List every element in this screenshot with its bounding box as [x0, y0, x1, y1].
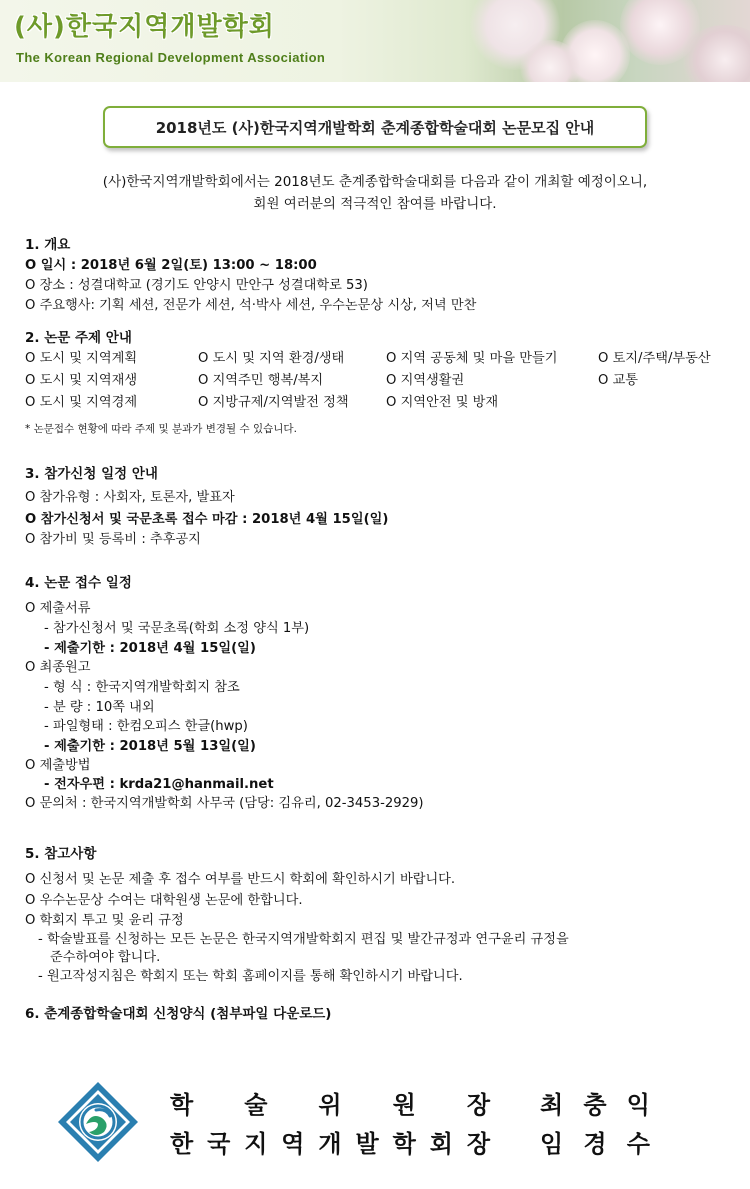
section-2-heading: 2. 논문 주제 안내	[25, 330, 132, 346]
org-name-english: The Korean Regional Development Association	[16, 50, 326, 65]
topic-item: O 도시 및 지역재생	[25, 373, 138, 388]
topic-item: O 도시 및 지역계획	[25, 351, 138, 366]
section-4-line: - 참가신청서 및 국문초록(학회 소정 양식 1부)	[44, 621, 310, 636]
section-4-line: O 제출서류	[25, 601, 91, 616]
topic-item: O 지역주민 행복/복지	[198, 373, 324, 388]
section-5-line: O 우수논문상 수여는 대학원생 논문에 한합니다.	[25, 893, 303, 908]
section-5-line: - 원고작성지침은 학회지 또는 학회 홈페이지를 통해 확인하시기 바랍니다.	[38, 969, 463, 984]
topic-item: O 토지/주택/부동산	[598, 351, 711, 366]
section-5-line: O 신청서 및 논문 제출 후 접수 여부를 반드시 학회에 확인하시기 바랍니다.	[25, 872, 456, 887]
signature-1-title: 학술위원장	[170, 1091, 542, 1119]
section-5-line: O 학회지 투고 및 윤리 규정	[25, 913, 184, 928]
signature-2-name: 임경수	[540, 1130, 671, 1158]
notice-title: 2018년도 (사)한국지역개발학회 춘계종합학술대회 논문모집 안내	[155, 118, 595, 137]
section-3-line: O 참가비 및 등록비 : 추후공지	[25, 532, 201, 547]
section-4-deadline: - 제출기한 : 2018년 5월 13일(일)	[44, 739, 256, 754]
association-logo-icon	[56, 1080, 140, 1164]
section-5-line: - 학술발표를 신청하는 모든 논문은 한국지역개발학회지 편집 및 발간규정과 연구윤리 규정을	[38, 932, 569, 947]
section-4-deadline: - 제출기한 : 2018년 4월 15일(일)	[44, 641, 256, 656]
section-4-line: - 분 량 : 10쪽 내외	[44, 700, 155, 715]
section-4-email: - 전자우편 : krda21@hanmail.net	[44, 777, 274, 792]
section-3-deadline: O 참가신청서 및 국문초록 접수 마감 : 2018년 4월 15일(일)	[25, 512, 389, 527]
section-4-line: - 형 식 : 한국지역개발학회지 참조	[44, 680, 240, 695]
topic-note: * 논문접수 현황에 따라 주제 및 분과가 변경될 수 있습니다.	[25, 423, 297, 435]
section-1-events: O 주요행사: 기획 세션, 전문가 세션, 석·박사 세션, 우수논문상 시상, 저녁 만찬	[25, 298, 477, 313]
topic-item: O 지방규제/지역발전 정책	[198, 395, 349, 410]
section-5-line: 준수하여야 합니다.	[50, 950, 161, 965]
section-6-heading: 6. 춘계종합학술대회 신청양식 (첨부파일 다운로드)	[25, 1006, 332, 1022]
signature-2-title: 한국지역개발학회장	[170, 1130, 504, 1158]
section-4-line: O 제출방법	[25, 758, 91, 773]
section-1-venue: O 장소 : 성결대학교 (경기도 안양시 만안구 성결대학로 53)	[25, 278, 368, 293]
section-1-heading: 1. 개요	[25, 237, 71, 253]
section-4-line: O 최종원고	[25, 660, 91, 675]
intro-line-2: 회원 여러분의 적극적인 참여를 바랍니다.	[253, 196, 497, 212]
notice-title-box	[103, 106, 647, 148]
topic-item: O 도시 및 지역 환경/생태	[198, 351, 345, 366]
section-4-contact: O 문의처 : 한국지역개발학회 사무국 (담당: 김유리, 02-3453-2929)	[25, 796, 424, 811]
section-4-heading: 4. 논문 접수 일정	[25, 575, 132, 591]
org-name-korean: (사)한국지역개발학회	[14, 12, 275, 42]
header-banner	[0, 0, 750, 82]
section-1-date: O 일시 : 2018년 6월 2일(토) 13:00 ~ 18:00	[25, 258, 317, 273]
section-5-heading: 5. 참고사항	[25, 846, 97, 862]
section-4-line: - 파일형태 : 한컴오피스 한글(hwp)	[44, 719, 248, 734]
topic-item: O 지역 공동체 및 마을 만들기	[386, 351, 558, 366]
topic-item: O 지역안전 및 방재	[386, 395, 499, 410]
section-3-heading: 3. 참가신청 일정 안내	[25, 466, 158, 482]
topic-item: O 교통	[598, 373, 639, 388]
signature-1-name: 최충익	[540, 1091, 671, 1119]
topic-item: O 지역생활권	[386, 373, 465, 388]
topic-item: O 도시 및 지역경제	[25, 395, 138, 410]
intro-line-1: (사)한국지역개발학회에서는 2018년도 춘계종합학술대회를 다음과 같이 개최할 예정이오니,	[102, 174, 648, 190]
section-3-line: O 참가유형 : 사회자, 토론자, 발표자	[25, 490, 235, 505]
